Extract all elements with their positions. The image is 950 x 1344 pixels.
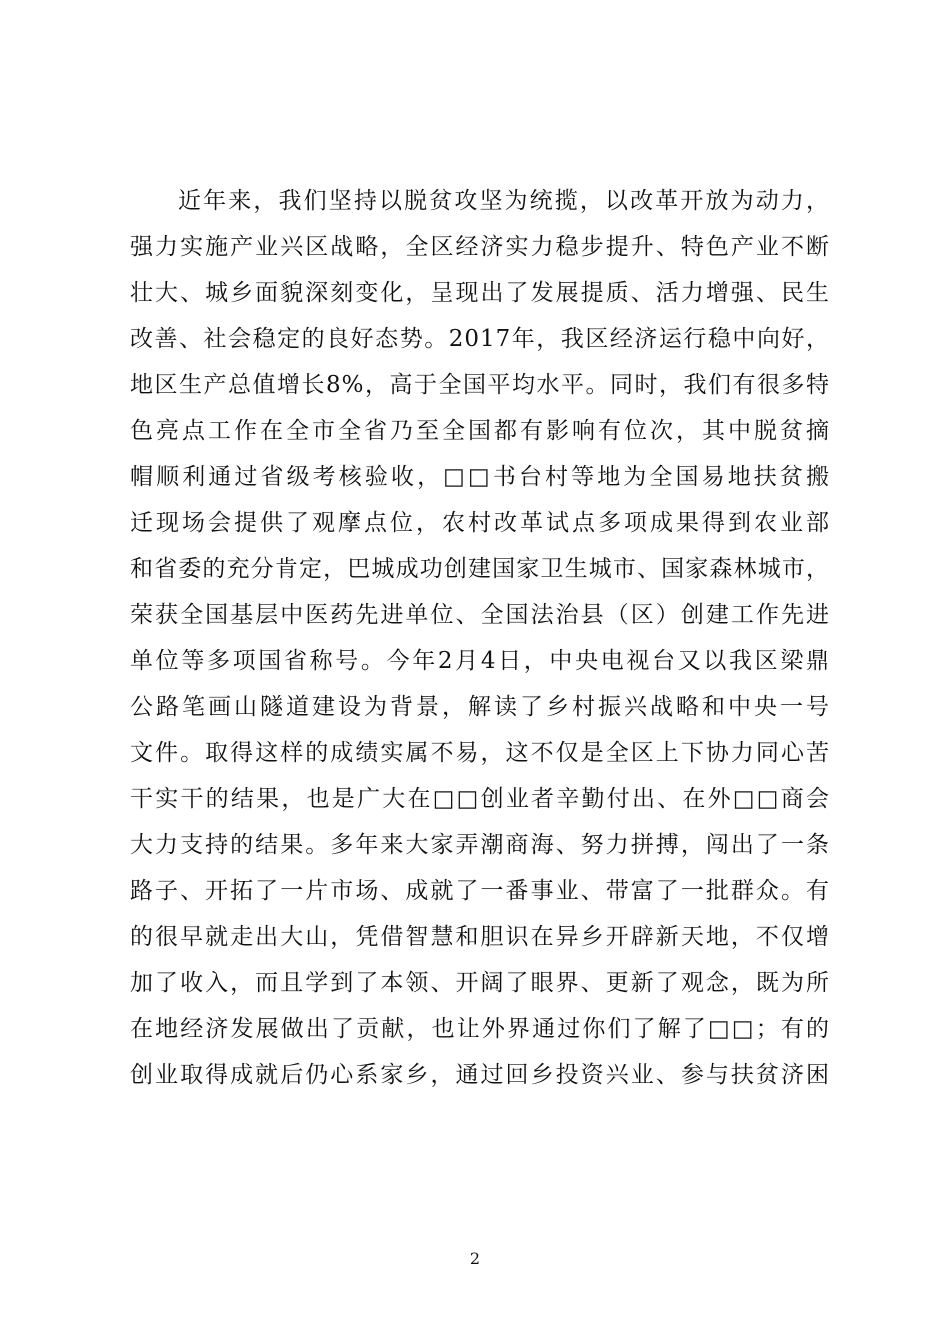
text-line: 干实干的结果，也是广大在□□创业者辛勤付出、在外□□商会: [130, 786, 830, 812]
text-line: 在地经济发展做出了贡献，也让外界通过你们了解了□□；有的: [130, 1016, 830, 1042]
text-line: 和省委的充分肯定，巴城成功创建国家卫生城市、国家森林城市，: [130, 556, 830, 582]
body-paragraph: [130, 178, 830, 1098]
text-line: 大力支持的结果。多年来大家弄潮商海、努力拼搏，闯出了一条: [130, 832, 830, 858]
text-line: 创业取得成就后仍心系家乡，通过回乡投资兴业、参与扶贫济困: [130, 1062, 830, 1088]
text-line: 色亮点工作在全市全省乃至全国都有影响有位次，其中脱贫摘: [130, 418, 830, 444]
text-line: 帽顺利通过省级考核验收，□□书台村等地为全国易地扶贫搬: [130, 464, 830, 490]
text-line: 荣获全国基层中医药先进单位、全国法治县（区）创建工作先进: [130, 602, 830, 628]
text-line: 强力实施产业兴区战略，全区经济实力稳步提升、特色产业不断: [130, 234, 830, 260]
text-line: 迁现场会提供了观摩点位，农村改革试点多项成果得到农业部: [130, 510, 830, 536]
page-number: 2: [469, 1249, 481, 1268]
text-line: 改善、社会稳定的良好态势。2017年，我区经济运行稳中向好，: [130, 326, 830, 352]
text-line: 加了收入，而且学到了本领、开阔了眼界、更新了观念，既为所: [130, 970, 830, 996]
text-line: 文件。取得这样的成绩实属不易，这不仅是全区上下协力同心苦: [130, 740, 830, 766]
text-line: 近年来，我们坚持以脱贫攻坚为统揽，以改革开放为动力，: [178, 188, 830, 214]
text-line: 壮大、城乡面貌深刻变化，呈现出了发展提质、活力增强、民生: [130, 280, 830, 306]
text-line: 单位等多项国省称号。今年2月4日，中央电视台又以我区梁鼎: [130, 648, 830, 674]
text-line: 地区生产总值增长8%，高于全国平均水平。同时，我们有很多特: [130, 372, 830, 398]
text-line: 路子、开拓了一片市场、成就了一番事业、带富了一批群众。有: [130, 878, 830, 904]
text-line: 的很早就走出大山，凭借智慧和胆识在异乡开辟新天地，不仅增: [130, 924, 830, 950]
text-line: 公路笔画山隧道建设为背景，解读了乡村振兴战略和中央一号: [130, 694, 830, 720]
